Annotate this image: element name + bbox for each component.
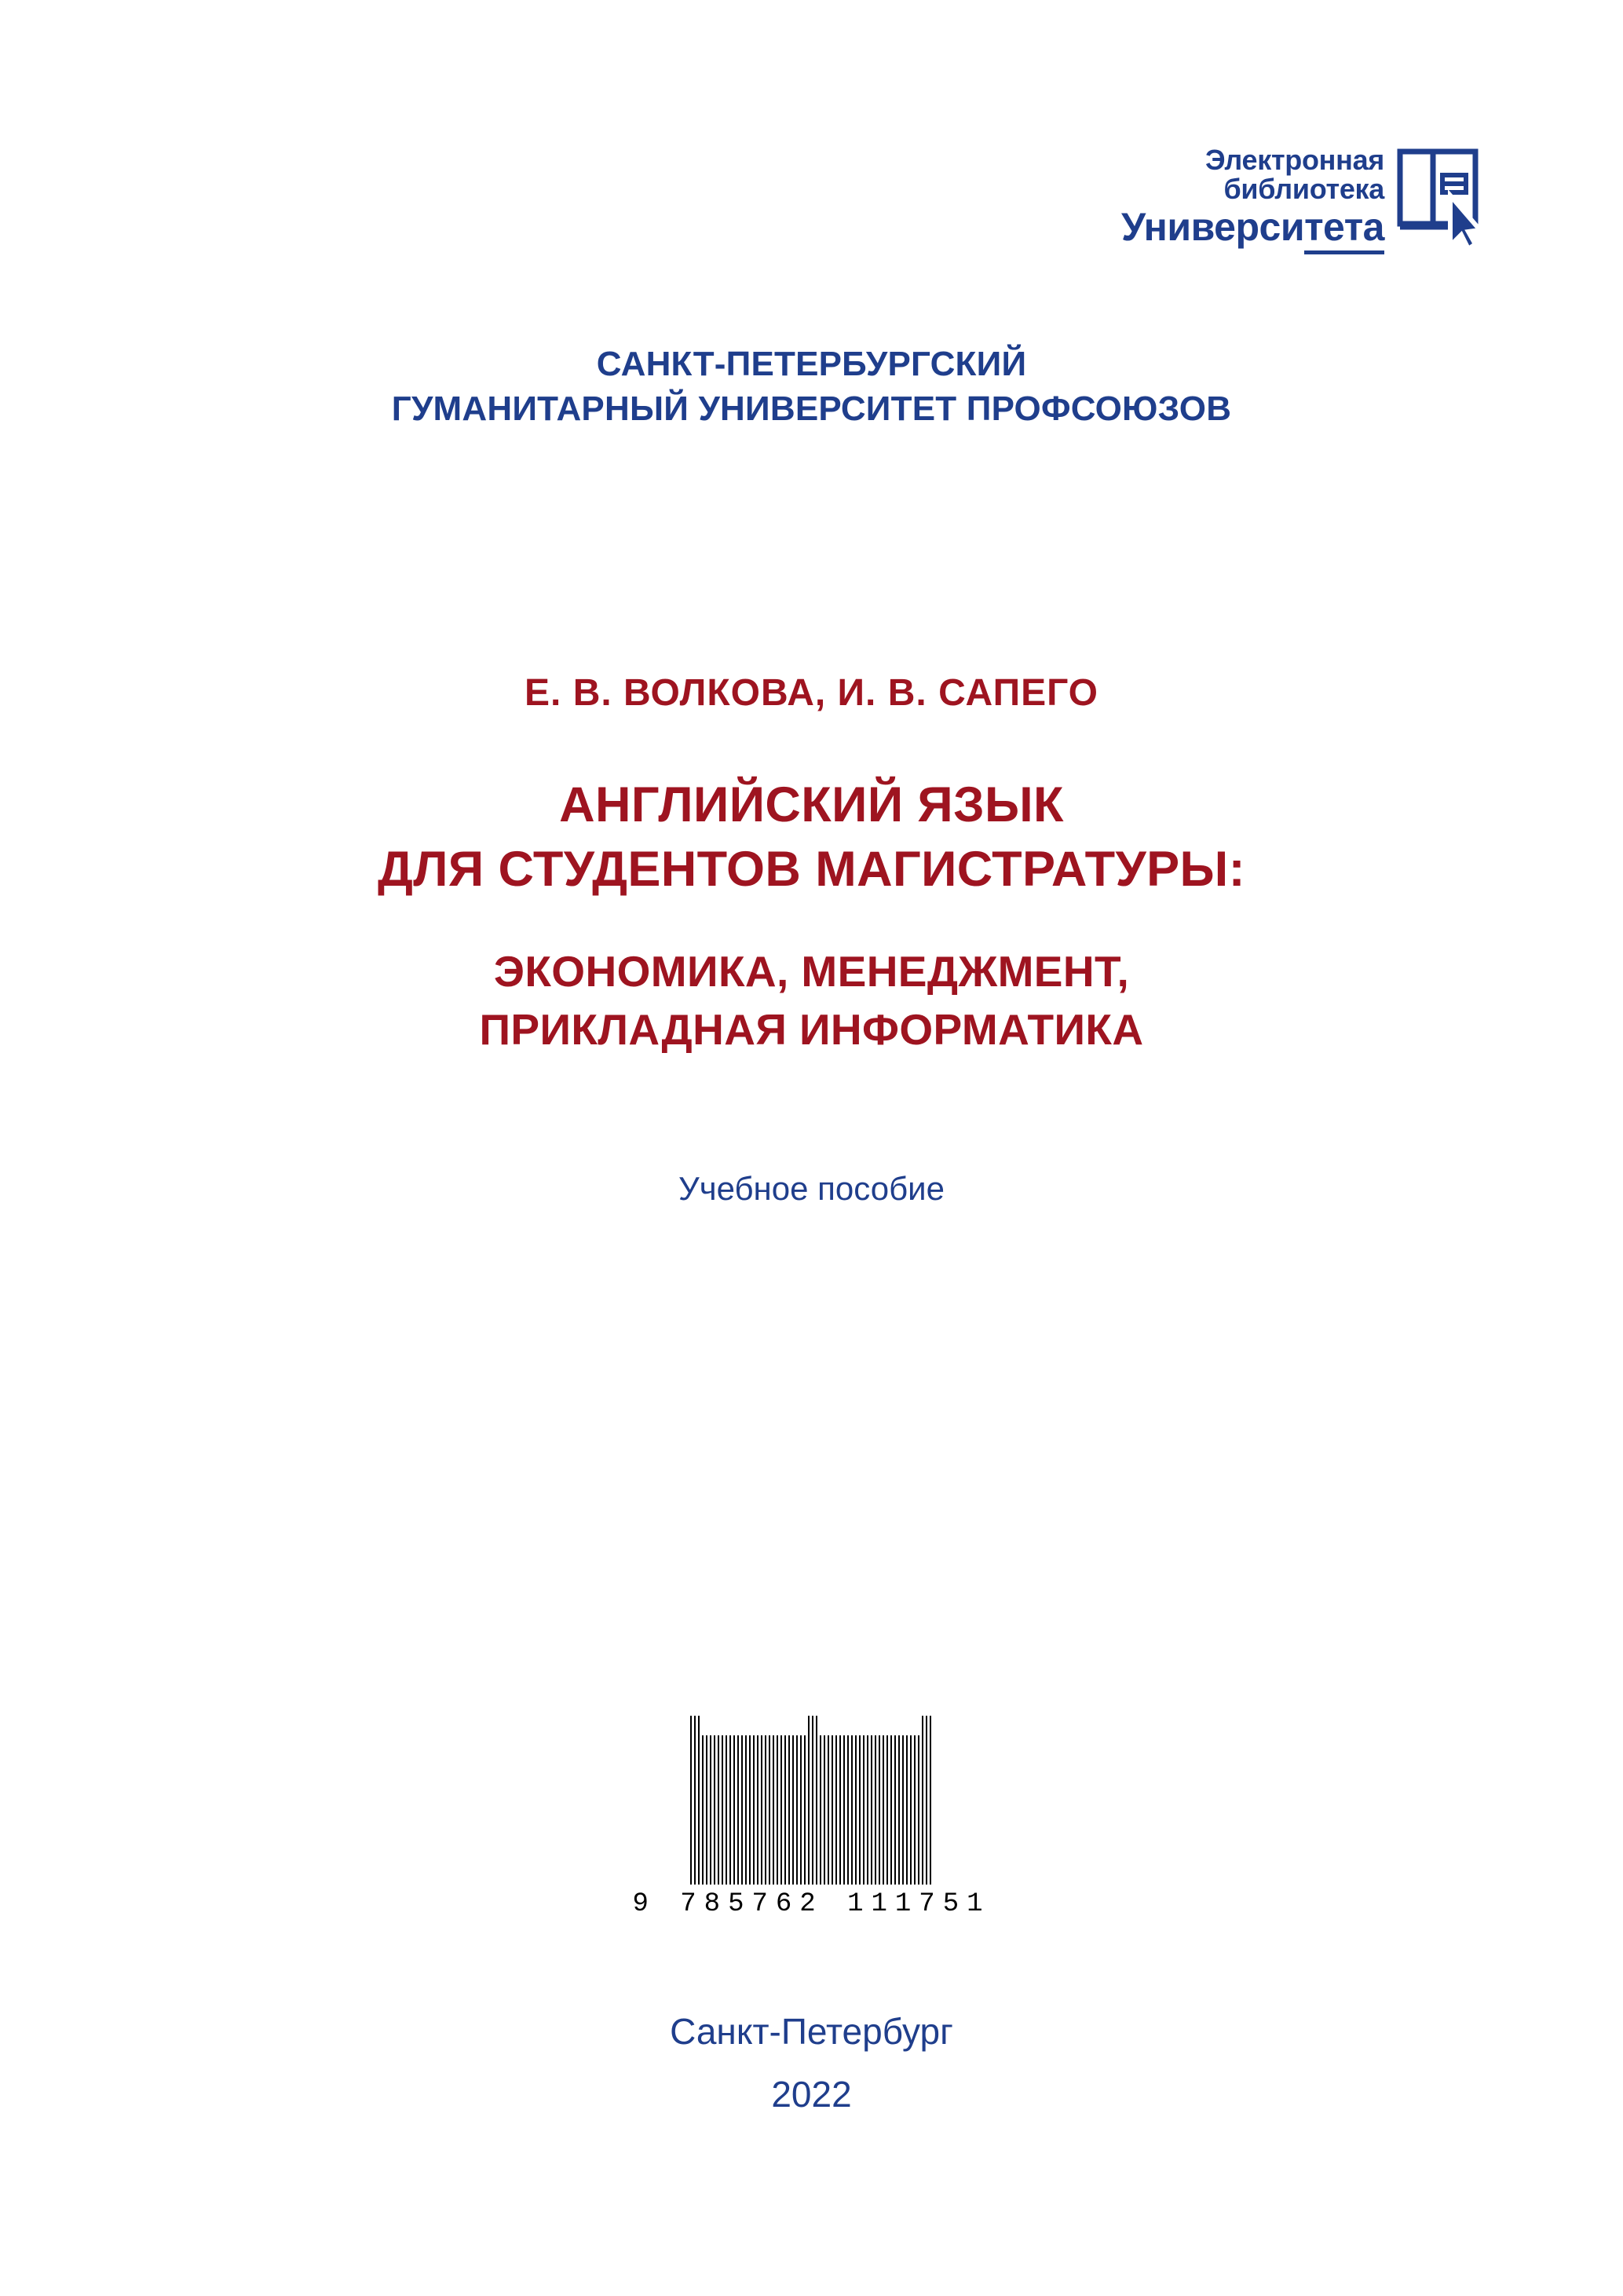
logo-line-1: Электронная bbox=[1205, 144, 1384, 176]
logo-line-3 bbox=[1120, 204, 1384, 249]
book-subtitle-line-1: ЭКОНОМИКА, МЕНЕДЖМЕНТ, bbox=[493, 947, 1130, 996]
book-subtitle-line-2: ПРИКЛАДНАЯ ИНФОРМАТИКА bbox=[479, 1005, 1144, 1055]
publisher-name bbox=[0, 342, 1623, 431]
barcode-image bbox=[690, 1716, 934, 1885]
open-book-cursor-icon bbox=[1395, 148, 1482, 250]
publisher-line-2: ГУМАНИТАРНЫЙ УНИВЕРСИТЕТ ПРОФСОЮЗОВ bbox=[391, 389, 1232, 429]
authors: Е. В. ВОЛКОВА, И. В. САПЕГО bbox=[525, 672, 1098, 714]
imprint-year: 2022 bbox=[771, 2074, 852, 2115]
publisher-line-1: САНКТ-ПЕТЕРБУРГСКИЙ bbox=[596, 345, 1027, 383]
book-title bbox=[0, 773, 1623, 902]
book-title-line-1: АНГЛИЙСКИЙ ЯЗЫК bbox=[559, 777, 1064, 832]
logo-line-3-underlined: тета bbox=[1304, 205, 1384, 254]
imprint-city: Санкт-Петербург bbox=[670, 2011, 953, 2052]
publication-type: Учебное пособие bbox=[678, 1170, 945, 1207]
electronic-library-logo bbox=[1121, 145, 1482, 250]
book-subtitle bbox=[0, 942, 1623, 1059]
barcode-digits: 9 785762 111751 bbox=[632, 1889, 991, 1919]
book-title-line-2: ДЛЯ СТУДЕНТОВ МАГИСТРАТУРЫ: bbox=[378, 841, 1245, 897]
barcode-block bbox=[0, 1716, 1623, 1919]
logo-line-2: библиотека bbox=[1223, 173, 1384, 206]
logo-line-3-prefix: Универси bbox=[1120, 204, 1305, 249]
logo-text bbox=[1121, 145, 1384, 247]
